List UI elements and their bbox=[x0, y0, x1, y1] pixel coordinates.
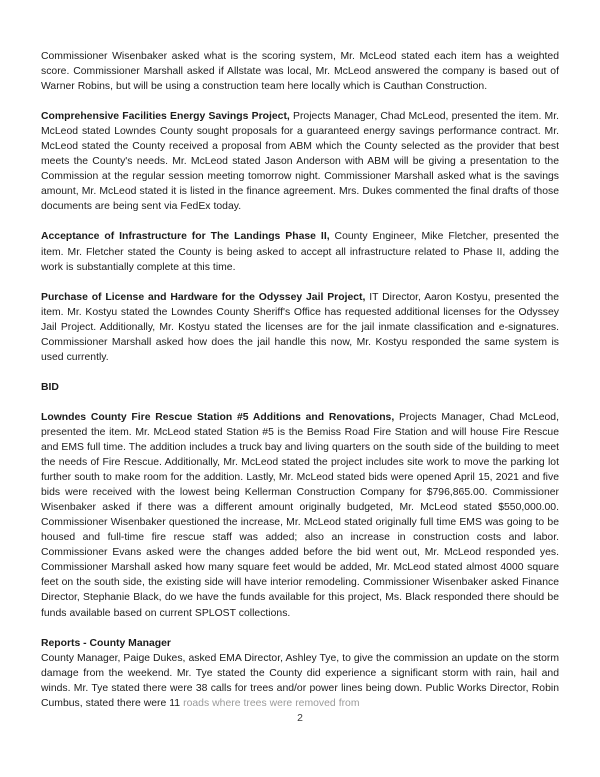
paragraph-county-manager-report bbox=[41, 651, 559, 711]
page-number-footer: 2 bbox=[297, 713, 303, 724]
section-heading-reports-county-manager: Reports - County Manager bbox=[41, 637, 171, 649]
run-in-heading-energy-savings: Comprehensive Facilities Energy Savings Project, bbox=[41, 111, 290, 123]
run-in-heading-odyssey-jail: Purchase of License and Hardware for the Odyssey Jail Project, bbox=[41, 291, 366, 303]
paragraph-landings-phase-ii bbox=[41, 229, 559, 274]
run-in-heading-fire-station-5: Lowndes County Fire Rescue Station #5 Additions and Renovations, bbox=[41, 411, 395, 423]
paragraph-fire-station-5 bbox=[41, 410, 559, 621]
section-heading-bid: BID bbox=[41, 381, 59, 393]
paragraph-landings-text: County Engineer, Mike Fletcher, presented the item. Mr. Fletcher stated the County is being asked to accept all infrastructure related to Phase II, adding the work is substantially complete at this time. bbox=[41, 231, 559, 273]
paragraph-energy-savings-project bbox=[41, 109, 559, 214]
paragraph-fire-station-5-text: Projects Manager, Chad McLeod, presented the item. Mr. McLeod stated Station #5 is the Bemiss Road Fire Station and will house Fire Rescue and EMS full time. The addition includes a truck bay and living quarters on the south side of the building to meet the needs of Fire Rescue. Additionally, Mr. McLeod stated the project includes site work to move the parking lot further south to make room for the addition. Lastly, Mr. McLeod stated bids were opened April 15, 2021 and five bids were received with the lowest being Kellerman Construction Company for $796,865.00. Commissioner Wisenbaker asked if there was a different amount originally budgeted, Mr. McLeod stated $550,000.00. Commissioner Wisenbaker questioned the increase, Mr. McLeod stated originally full time EMS was going to be housed and full-time fire rescue staff was added; also an increase in construction costs and labor. Commissioner Evans asked were the changes added before the bid went out, Mr. McLeod responded yes. Commissioner Marshall asked how many square feet would be added, Mr. McLeod stated almost 4000 square feet on the south side, the existing side will have interior remodeling. Commissioner Wisenbaker asked Finance Director, Stephanie Black, do we have the funds available for this project, Ms. Black responded there should be funds available based on current SPLOST collections. bbox=[41, 411, 559, 619]
paragraph-scoring-system: Commissioner Wisenbaker asked what is the scoring system, Mr. McLeod stated each item has a weighted score. Commissioner Marshall asked if Allstate was local, Mr. McLeod answered the company is based out of Warner Robins, but will be using a construction team here locally which is Cauthan Construction. bbox=[41, 51, 559, 93]
document-body bbox=[41, 49, 559, 711]
paragraph-county-manager-text: County Manager, Paige Dukes, asked EMA Director, Ashley Tye, to give the commission an update on the storm damage from the weekend. Mr. Tye stated the County did experience a significant storm with rain, hail and winds. Mr. Tye stated there were 38 calls for trees and/or power lines being down. Public Works Director, Robin Cumbus, stated there were 11 bbox=[41, 652, 559, 709]
paragraph-energy-savings-text: Projects Manager, Chad McLeod, presented the item. Mr. McLeod stated Lowndes County sought proposals for a guaranteed energy savings performance contract. Mr. McLeod stated the County received a proposal from ABM which the County selected as the provider that best meets the County's needs. Mr. McLeod stated Jason Anderson with ABM will be giving a presentation to the Commission at the regular session meeting tomorrow night. Commissioner Marshall asked what is the savings amount, Mr. McLeod stated it is listed in the finance agreement. Mrs. Dukes commented the final drafts of those documents are being sent via FedEx today. bbox=[41, 111, 559, 213]
paragraph-county-manager-faded-tail: roads where trees were removed from bbox=[183, 697, 360, 709]
run-in-heading-landings-phase-ii: Acceptance of Infrastructure for The Landings Phase II, bbox=[41, 231, 330, 243]
paragraph-odyssey-jail-project bbox=[41, 290, 559, 365]
paragraph-odyssey-jail-text: IT Director, Aaron Kostyu, presented the item. Mr. Kostyu stated the Lowndes County Sheriff's Office has requested additional licenses for the Odyssey Jail Project. Additionally, Mr. Kostyu stated the licenses are for the jail inmate classification and e-signatures. Commissioner Marshall asked how does the jail handle this now, Mr. Kostyu responded the same system is used currently. bbox=[41, 291, 559, 363]
